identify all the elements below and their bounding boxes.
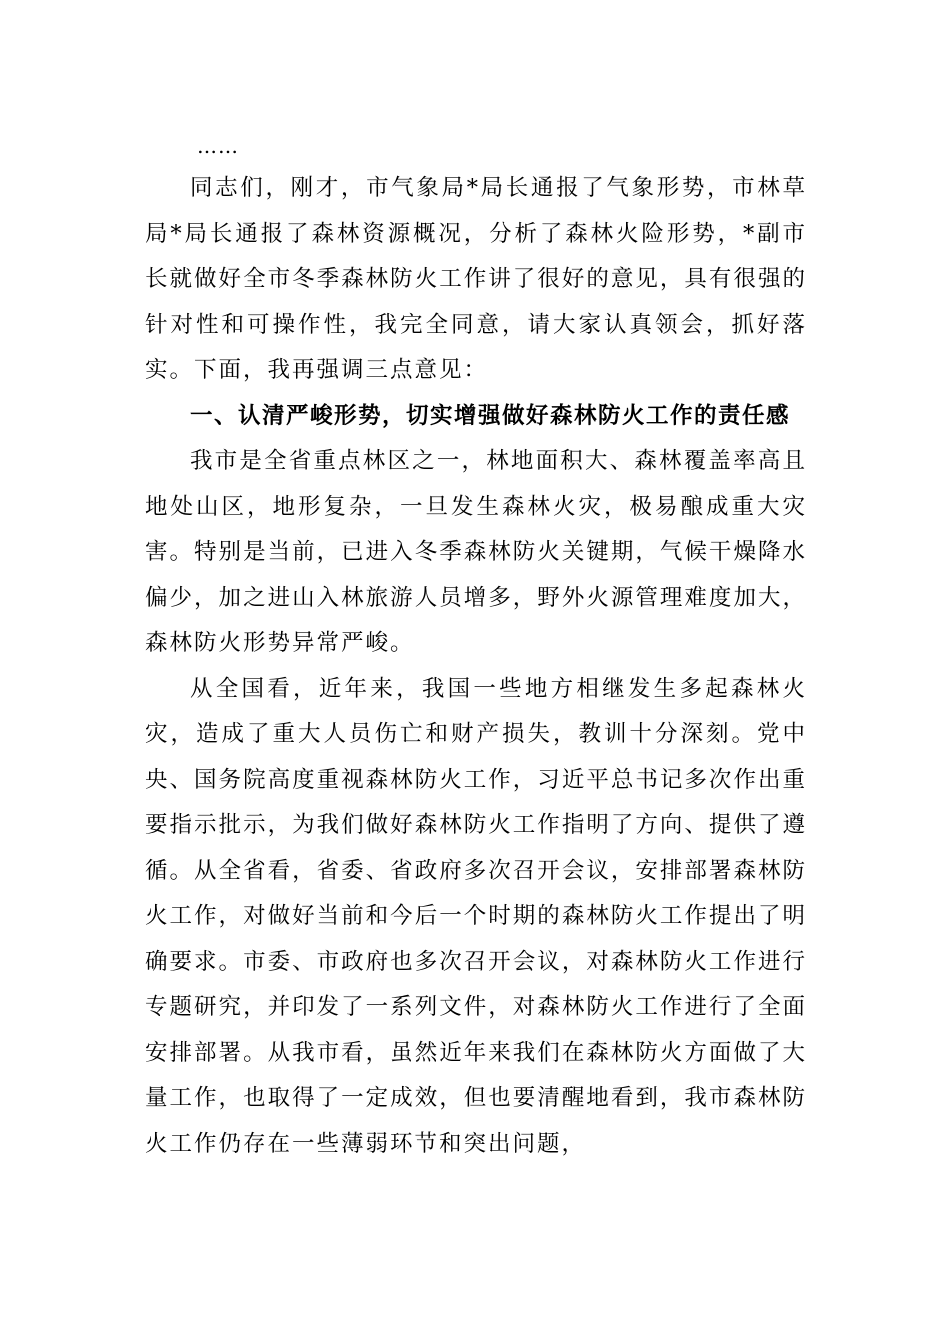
document-page [145,126,807,1167]
paragraph-local-situation: 我市是全省重点林区之一，林地面积大、森林覆盖率高且地处山区，地形复杂，一旦发生森林火灾，极易酿成重大灾害。特别是当前，已进入冬季森林防火关键期，气候干燥降水偏少，加之进山入林旅游人员增多，野外火源管理难度加大，森林防火形势异常严峻。 [145,448,807,656]
ellipsis-marker: …… [197,134,239,158]
paragraph-national-situation: 从全国看，近年来，我国一些地方相继发生多起森林火灾，造成了重大人员伤亡和财产损失，教训十分深刻。党中央、国务院高度重视森林防火工作，习近平总书记多次作出重要指示批示，为我们做好森林防火工作指明了方向、提供了遵循。从全省看，省委、省政府多次召开会议，安排部署森林防火工作，对做好当前和今后一个时期的森林防火工作提出了明确要求。市委、市政府也多次召开会议，对森林防火工作进行专题研究，并印发了一系列文件，对森林防火工作进行了全面安排部署。从我市看，虽然近年来我们在森林防火方面做了大量工作，也取得了一定成效，但也要清醒地看到，我市森林防火工作仍存在一些薄弱环节和突出问题， [145,675,807,1157]
section-heading-1: 一、认清严峻形势，切实增强做好森林防火工作的责任感 [190,402,791,429]
paragraph-opening: 同志们，刚才，市气象局*局长通报了气象形势，市林草局*局长通报了森林资源概况，分析了森林火险形势，*副市长就做好全市冬季森林防火工作讲了很好的意见，具有很强的针对性和可操作性，我完全同意，请大家认真领会，抓好落实。下面，我再强调三点意见： [145,175,807,383]
